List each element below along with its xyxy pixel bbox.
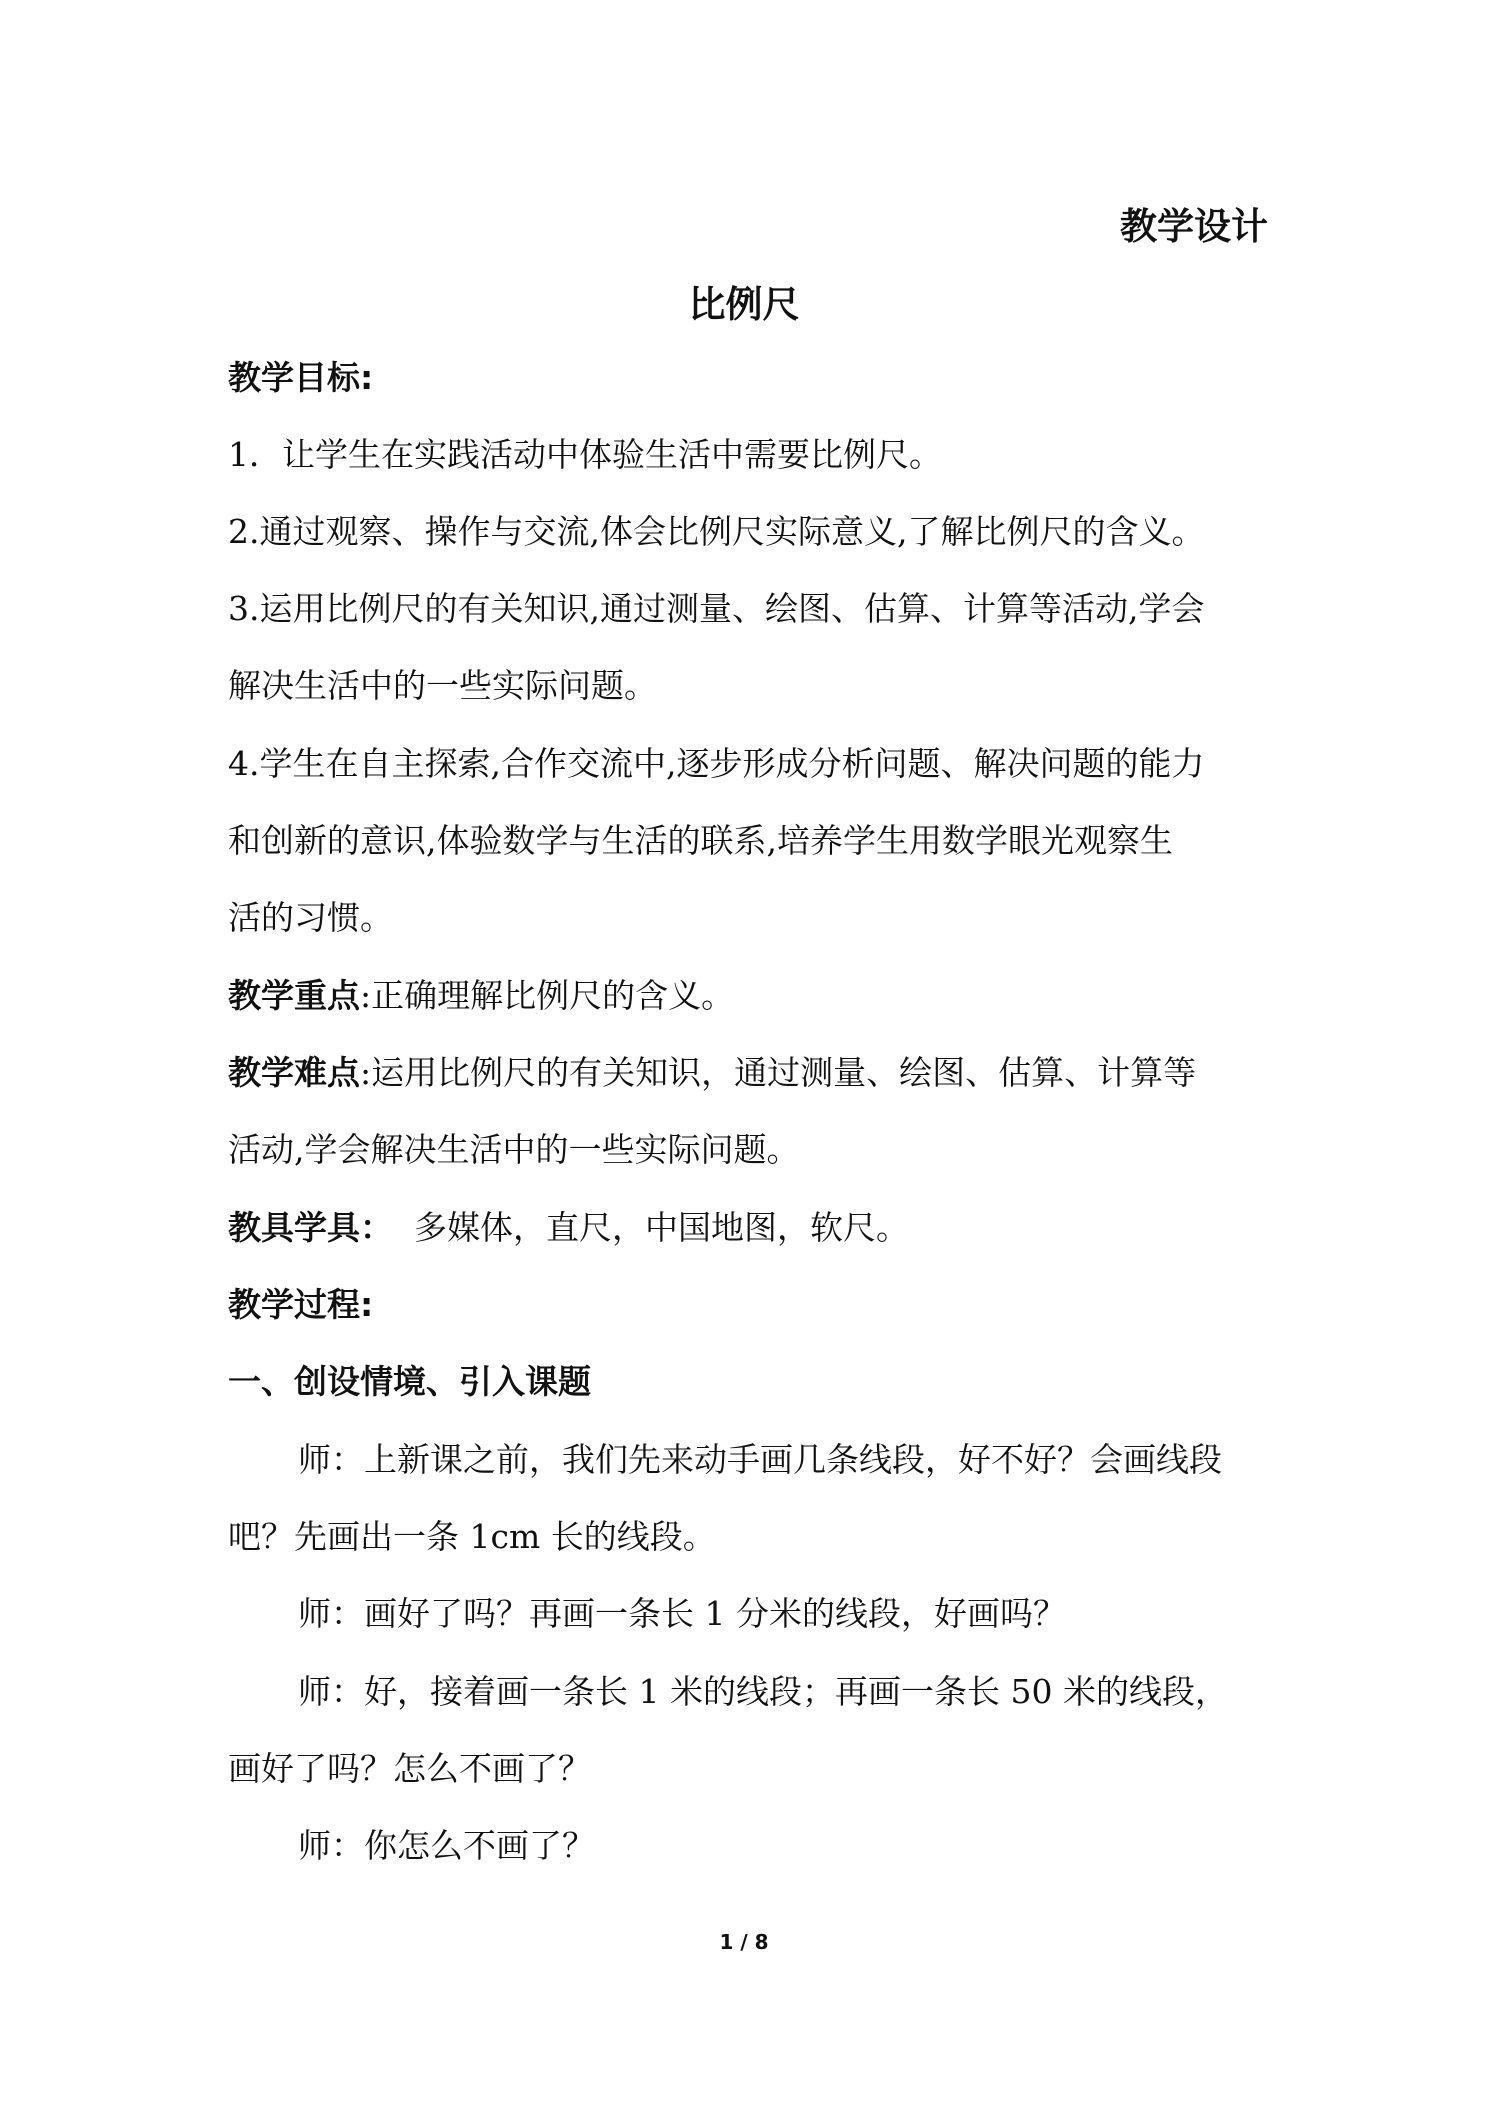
tools: [228, 1206, 1268, 1250]
dialogue-line: 师：你怎么不画了？: [298, 1826, 595, 1865]
process-heading: 教学过程:: [228, 1285, 374, 1324]
lesson-title: 比例尺: [688, 283, 800, 326]
key-point-label: 教学重点: [228, 976, 360, 1015]
section-heading: 一、创设情境、引入课题: [228, 1362, 591, 1401]
objective-line: 4.学生在自主探索,合作交流中,逐步形成分析问题、解决问题的能力: [228, 744, 1205, 783]
objective-line: 解决生活中的一些实际问题。: [228, 666, 657, 705]
tools-label: 教具学具：: [228, 1208, 393, 1247]
dialogue-line: 师：好，接着画一条长 1 米的线段；再画一条长 50 米的线段，: [298, 1672, 1228, 1711]
difficulty: [228, 1051, 1268, 1095]
objective-line: 活的习惯。: [228, 898, 393, 937]
difficulty-label: 教学难点: [228, 1053, 360, 1092]
objectives-heading: 教学目标:: [228, 358, 374, 397]
dialogue-line: 师：上新课之前，我们先来动手画几条线段，好不好？会画线段: [298, 1440, 1222, 1479]
dialogue-line: 画好了吗？怎么不画了？: [228, 1749, 591, 1788]
difficulty-text: :运用比例尺的有关知识，通过测量、绘图、估算、计算等: [360, 1053, 1197, 1092]
page-number: 1 / 8: [719, 1930, 769, 1954]
document-type: 教学设计: [1120, 205, 1268, 248]
objective-line: 1．让学生在实践活动中体验生活中需要比例尺。: [228, 435, 942, 474]
objective-line: 2.通过观察、操作与交流,体会比例尺实际意义,了解比例尺的含义。: [228, 512, 1205, 551]
key-point: [228, 974, 1268, 1018]
dialogue-line: 师：画好了吗？再画一条长 1 分米的线段，好画吗？: [298, 1594, 1066, 1633]
objective-line: 3.运用比例尺的有关知识,通过测量、绘图、估算、计算等活动,学会: [228, 589, 1205, 628]
objective-line: 和创新的意识,体验数学与生活的联系,培养学生用数学眼光观察生: [228, 821, 1173, 860]
key-point-text: :正确理解比例尺的含义。: [360, 976, 735, 1015]
dialogue-line: 吧？先画出一条 1cm 长的线段。: [228, 1517, 716, 1556]
difficulty-continued: 活动,学会解决生活中的一些实际问题。: [228, 1130, 800, 1169]
tools-text: 多媒体，直尺，中国地图，软尺。: [393, 1208, 909, 1247]
